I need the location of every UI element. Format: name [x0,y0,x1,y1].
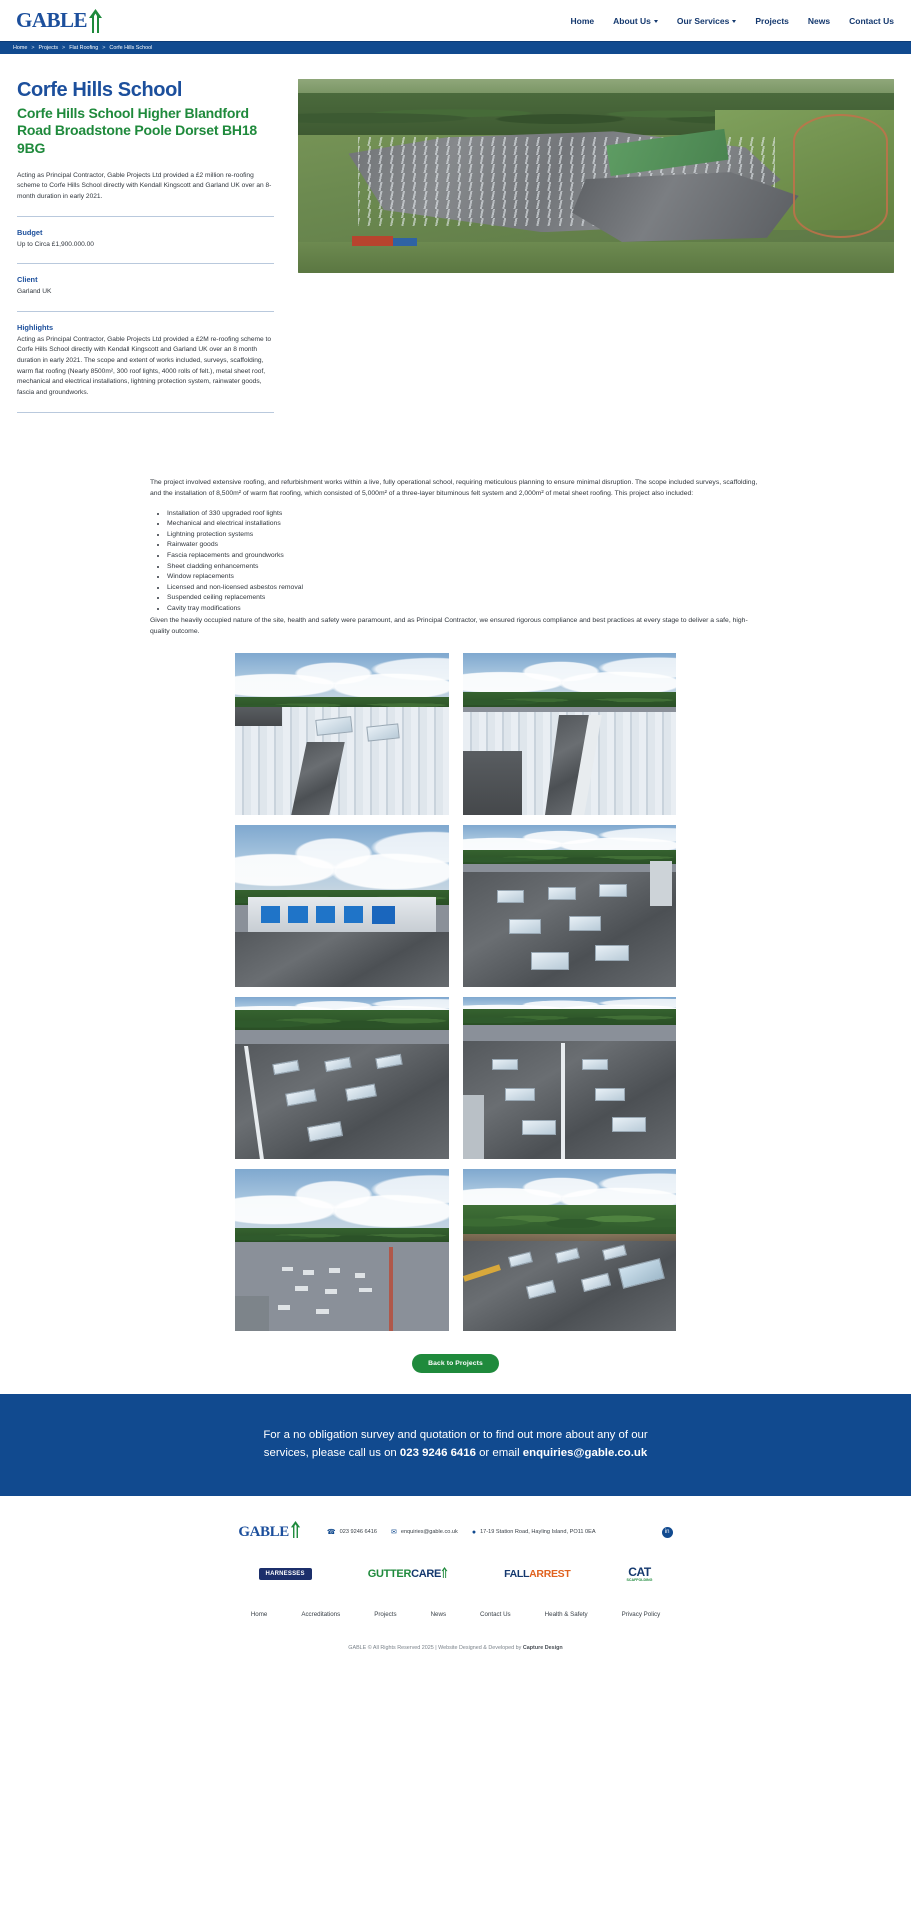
list-item: • Cavity tray modifications [167,604,761,615]
project-photo-gallery [235,653,676,1331]
guttercare-logo-part2: CARE [411,1568,442,1581]
project-overview-paragraph: The project involved extensive roofing, and refurbishment works within a live, fully operational school, requiring meticulous planning to ensure minimal disruption. The scope included surveys, scaffolding, and the installation of 8,500m² of warm flat roofing, which consisted of 5,000m² of a three-layer bituminous felt system and 2,000m² of metal sheet roofing. This project also included: [150,478,758,498]
site-footer [0,1496,911,1667]
project-closing-paragraph: Given the heavily occupied nature of the site, health and safety were paramount, and as Principal Contractor, we ensured rigorous compliance and best practices at every stage to deliver a safe, high-quality outcome. [150,616,748,635]
phone-icon: ☎ [326,1528,336,1536]
footer-contact-row [0,1521,911,1543]
footer-accreditations [0,1566,911,1582]
linkedin-glyph: in [664,1529,670,1536]
footer-logo[interactable] [238,1521,301,1543]
breadcrumb-item-projects[interactable]: Projects [38,45,59,51]
client-value: Garland UK [17,288,52,296]
gallery-photo-7[interactable] [235,1169,449,1331]
project-body [0,424,911,1374]
divider [17,412,274,413]
logo-wordmark: GABLE [16,8,88,32]
cta-line-2-prefix: services, please call us on [263,1447,400,1460]
footer-navigation[interactable] [0,1611,911,1618]
cta-message [150,1426,761,1462]
accreditation-fall-arrest[interactable] [504,1566,570,1582]
list-item: • Mechanical and electrical installations [167,519,761,530]
cta-line-2-mid: or email [475,1447,523,1460]
list-item: • Rainwater goods [167,540,761,551]
hero-aerial-photo [298,79,894,273]
breadcrumb-item-flat-roofing[interactable]: Flat Roofing [69,45,99,51]
linkedin-icon[interactable] [662,1527,673,1538]
chevron-down-icon [654,20,658,23]
footer-contacts [327,1529,596,1536]
accreditation-cat-scaffolding[interactable] [627,1566,653,1582]
project-address: Corfe Hills School Higher Blandford Road Broadstone Poole Dorset BH18 9BG [17,105,257,156]
nav-item-news[interactable] [808,16,830,26]
list-item: • Installation of 330 upgraded roof lights [167,509,761,520]
breadcrumb-item-current: Corfe Hills School [109,45,153,51]
back-to-projects-button[interactable]: Back to Projects [412,1354,499,1373]
project-description: Acting as Principal Contractor, Gable Projects Ltd provided a £2 million re-roofing scheme to Corfe Hills School directly with Kendall Kingscott and Garland UK over an 8-month duration in early 2021. [17,171,272,200]
footer-nav-home[interactable]: Home [250,1611,268,1619]
footer-phone-text: 023 9246 6416 [339,1529,377,1536]
cta-line-1: For a no obligation survey and quotation or to find out more about any of our [263,1429,648,1442]
list-item: • Lightning protection systems [167,530,761,541]
nav-item-contact-us[interactable] [849,16,894,26]
footer-nav-projects[interactable]: Projects [374,1611,397,1619]
guttercare-logo-part1: GUTTER [367,1568,412,1581]
breadcrumb-bar [0,41,911,54]
cta-email-address[interactable]: enquiries@gable.co.uk [522,1447,648,1460]
cat-logo-part1: CAT [628,1565,651,1580]
envelope-icon: ✉ [390,1528,397,1536]
footer-phone[interactable] [327,1529,377,1536]
footer-email-text: enquiries@gable.co.uk [400,1529,458,1536]
breadcrumb-separator: > [31,45,35,51]
accreditation-harnesses[interactable] [259,1566,312,1582]
fall-arrest-logo-part1: FALL [504,1568,530,1581]
gallery-photo-2[interactable] [463,653,677,815]
footer-copyright [0,1645,911,1667]
footer-email[interactable] [391,1529,458,1536]
budget-label: Budget [17,227,43,237]
list-item: • Fascia replacements and groundworks [167,551,761,562]
project-intro [0,54,911,424]
gallery-photo-8[interactable] [463,1169,677,1331]
accreditation-guttercare[interactable] [368,1566,448,1582]
breadcrumb [13,45,152,51]
gallery-photo-5[interactable] [235,997,449,1159]
breadcrumb-separator: > [62,45,66,51]
copyright-text: GABLE © All Rights Reserved 2025 | Website Designed & Developed by [348,1645,523,1652]
highlights-label: Highlights [17,322,54,332]
gallery-photo-1[interactable] [235,653,449,815]
nav-label: Home [570,15,595,26]
gable-arrow-logo-icon [290,1521,301,1543]
fall-arrest-logo-part2: ARREST [529,1568,571,1581]
nav-label: Contact Us [849,15,894,26]
list-item: • Suspended ceiling replacements [167,593,761,604]
site-logo[interactable] [16,9,103,33]
footer-nav-accreditations[interactable]: Accreditations [301,1611,341,1619]
divider [17,311,274,312]
nav-label: Our Services [676,15,730,26]
contact-cta-band [0,1394,911,1496]
footer-nav-news[interactable]: News [430,1611,447,1619]
footer-nav-privacy-policy[interactable]: Privacy Policy [621,1611,661,1619]
nav-item-projects[interactable] [755,16,789,26]
cta-phone-number[interactable]: 023 9246 6416 [399,1447,476,1460]
breadcrumb-separator: > [102,45,106,51]
budget-value: Up to Circa £1,900.000.00 [17,240,94,248]
cat-logo-part2: SCAFFOLDING [626,1578,653,1583]
nav-label: Projects [755,15,789,26]
footer-logo-wordmark: GABLE [238,1523,289,1540]
gable-arrow-logo-icon [441,1567,448,1581]
copyright-brand[interactable]: Capture Design [522,1645,563,1652]
map-pin-icon: ● [471,1528,477,1536]
list-item: • Licensed and non-licensed asbestos removal [167,583,761,594]
main-navigation[interactable] [571,16,895,26]
chevron-down-icon [732,20,736,23]
scope-bullet-list [167,509,761,615]
divider [17,216,274,217]
nav-item-our-services[interactable] [677,16,736,26]
list-item: • Sheet cladding enhancements [167,562,761,573]
project-details-panel [17,79,274,424]
list-item: • Window replacements [167,572,761,583]
gallery-photo-4[interactable] [463,825,677,987]
site-header [0,0,911,41]
footer-nav-contact-us[interactable]: Contact Us [480,1611,511,1619]
client-label: Client [17,275,38,285]
nav-label: News [807,15,831,26]
footer-nav-health-safety[interactable]: Health & Safety [544,1611,588,1619]
highlights-value: Acting as Principal Contractor, Gable Projects Ltd provided a £2M re-roofing scheme to Corfe Hills School directly with Kendall Kingscott and Garland UK over an 8 month duration in early 2021. The scope and extent of works included, surveys, scaffolding, warm flat roofing (Nearly 8500m², 300 roof lights, 4000 rolls of felt.), metal sheet roof, mechanical and electrical installations, lightning protection system, rainwater goods, fascia and groundworks. [17,335,271,397]
divider [17,263,274,264]
gallery-photo-6[interactable] [463,997,677,1159]
back-button-row [150,1354,761,1373]
nav-item-about-us[interactable] [613,16,658,26]
gallery-photo-3[interactable] [235,825,449,987]
harnesses-logo-text: HARNESSES [259,1568,312,1580]
footer-address[interactable] [472,1529,596,1536]
gable-arrow-logo-icon [88,9,103,33]
nav-label: About Us [613,15,651,26]
hero-image-column [298,79,894,424]
page-title: Corfe Hills School [17,79,183,101]
nav-item-home[interactable] [571,16,595,26]
footer-address-text: 17-19 Station Road, Hayling Island, PO11 0EA [480,1529,596,1536]
breadcrumb-item-home[interactable]: Home [13,45,28,51]
